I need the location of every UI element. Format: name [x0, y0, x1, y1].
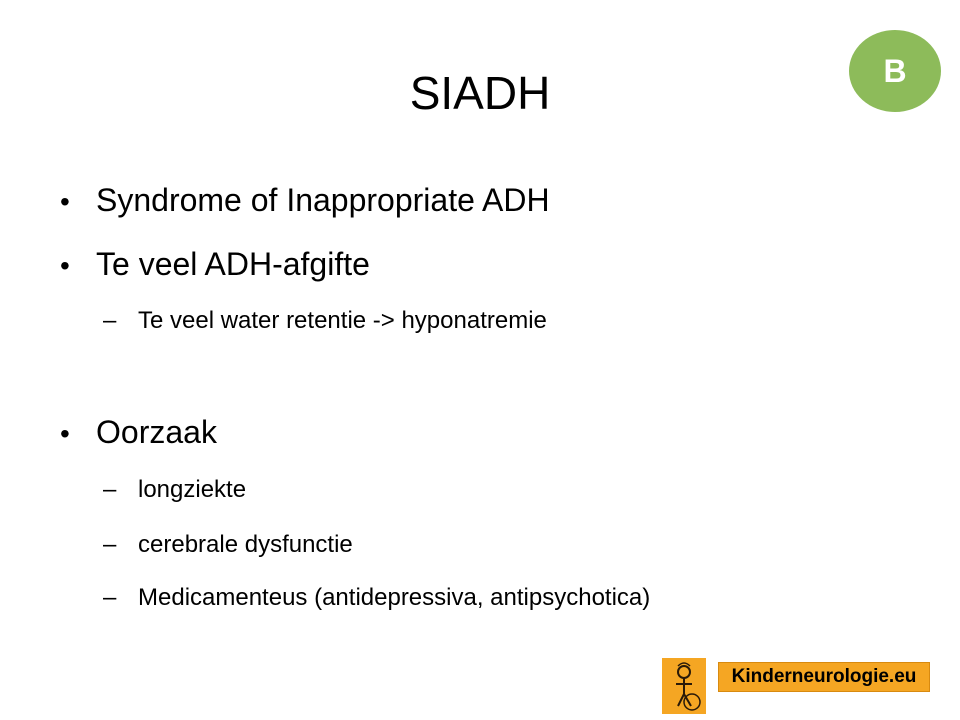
sub-bullet-marker: – — [103, 476, 117, 503]
bullet-marker: • — [60, 250, 70, 281]
bullet-marker: • — [60, 186, 70, 217]
bullet-item — [60, 244, 370, 286]
sub-bullet-item — [103, 582, 650, 614]
sub-bullet-marker: – — [103, 531, 117, 558]
section-badge-label: B — [883, 52, 907, 89]
sub-bullet-text: Te veel water retentie -> hyponatremie — [138, 307, 547, 334]
sub-bullet-marker: – — [103, 307, 117, 334]
bullet-marker: • — [60, 418, 70, 449]
sub-bullet-text: longziekte — [138, 476, 247, 503]
sub-bullet-text: cerebrale dysfunctie — [138, 531, 353, 558]
kinderneurologie-logo — [662, 658, 932, 714]
bullet-text: Te veel ADH-afgifte — [96, 246, 370, 282]
sub-bullet-item — [103, 474, 246, 506]
bullet-item — [60, 412, 217, 454]
bullet-item — [60, 180, 550, 222]
sub-bullet-item — [103, 305, 547, 337]
bullet-text: Oorzaak — [96, 414, 217, 450]
bullet-text: Syndrome of Inappropriate ADH — [96, 182, 550, 218]
logo-figure-icon — [662, 658, 706, 714]
sub-bullet-item — [103, 529, 353, 561]
sub-bullet-marker: – — [103, 584, 117, 611]
slide-title: SIADH — [409, 67, 551, 119]
sub-bullet-text: Medicamenteus (antidepressiva, antipsychotica) — [138, 584, 651, 611]
logo-text: Kinderneurologie.eu — [718, 662, 930, 692]
